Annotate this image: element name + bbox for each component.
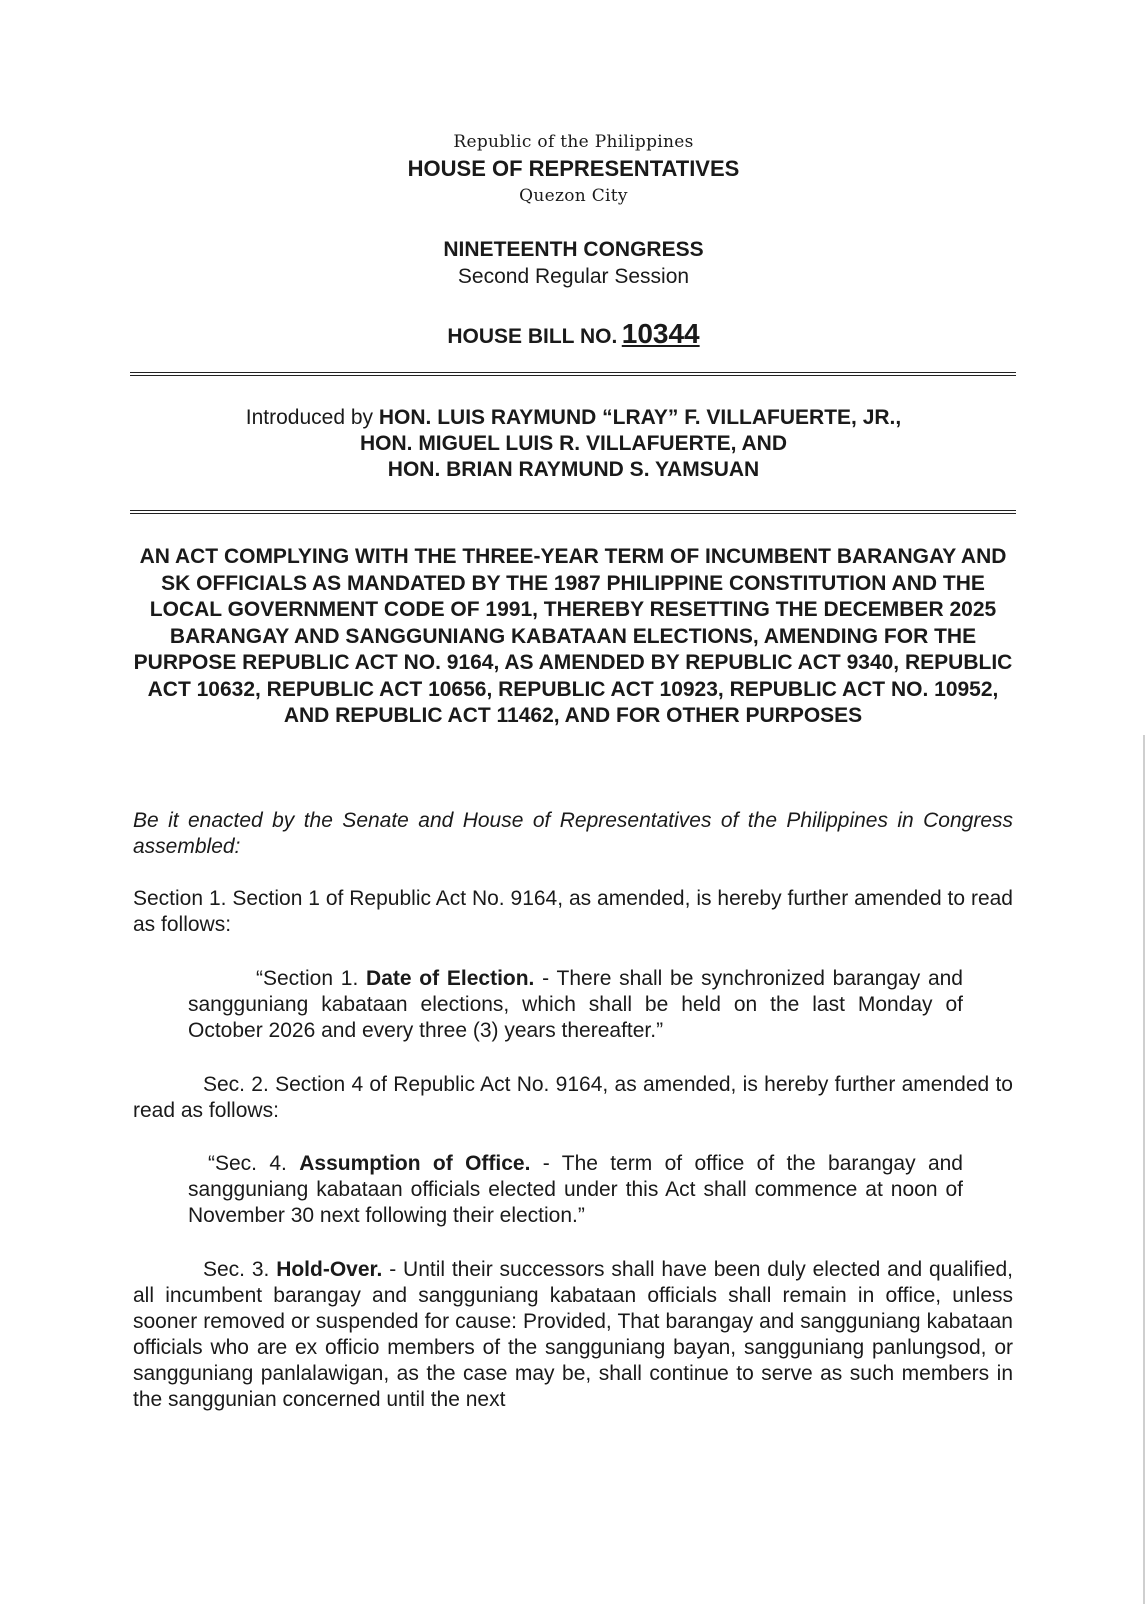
section-1-quote: [188, 966, 963, 1044]
author-1: HON. LUIS RAYMUND “LRAY” F. VILLAFUERTE, JR.,: [378, 406, 902, 429]
enacting-clause: Be it enacted by the Senate and House of Representatives of the Philippines in Congress assembled:: [133, 809, 1013, 858]
section-1-intro: Section 1. Section 1 of Republic Act No. 9164, as amended, is hereby further amended to read as follows:: [133, 887, 1013, 936]
section-2-quote-body: - The term of office of the barangay and sangguniang kabataan officials elected under this Act shall commence at noon of November 30 next following their election.”: [188, 1152, 963, 1227]
authors-line-1: [0, 406, 1147, 430]
section-3-heading: Hold-Over.: [276, 1258, 383, 1281]
session-heading: Second Regular Session: [457, 265, 690, 288]
section-2-quote-heading: Assumption of Office.: [299, 1152, 531, 1175]
divider-top: [130, 372, 1016, 376]
section-2-quote-prefix: “Sec. 4.: [208, 1152, 287, 1175]
section-1-quote-prefix: “Section 1.: [256, 967, 359, 990]
city-heading: Quezon City: [519, 186, 628, 206]
divider-bottom: [130, 510, 1016, 514]
section-1-quote-heading: Date of Election.: [366, 967, 535, 990]
bill-number: 10344: [621, 318, 700, 349]
section-2-quote: [188, 1151, 963, 1229]
section-3: [133, 1257, 1013, 1413]
bill-number-line: [0, 318, 1147, 350]
section-2-intro: Sec. 2. Section 4 of Republic Act No. 9164, as amended, is hereby further amended to read as follows:: [133, 1073, 1013, 1122]
section-3-prefix: Sec. 3.: [203, 1258, 270, 1281]
author-2: HON. MIGUEL LUIS R. VILLAFUERTE, AND: [359, 432, 787, 455]
scan-edge-line: [1143, 735, 1145, 1604]
section-3-body: - Until their successors shall have been duly elected and qualified, all incumbent barangay and sangguniang kabataan officials shall remain in office, unless sooner removed or suspended for cause: Provided, That barangay and sangguniang kabataan officials who are ex officio members of the sangguniang bayan, sangguniang panlungsod, or sangguniang panlalawigan, as the case may be, shall continue to serve as such members in the sanggunian concerned until the next: [133, 1258, 1014, 1411]
republic-heading: Republic of the Philippines: [453, 132, 694, 152]
author-3: HON. BRIAN RAYMUND S. YAMSUAN: [387, 458, 760, 481]
house-heading: HOUSE OF REPRESENTATIVES: [407, 156, 740, 181]
bill-title: AN ACT COMPLYING WITH THE THREE-YEAR TERM OF INCUMBENT BARANGAY AND SK OFFICIALS AS MANDATED BY THE 1987 PHILIPPINE CONSTITUTION AND THE LOCAL GOVERNMENT CODE OF 1991, THEREBY RESETTING THE DECEMBER 2025 BARANGAY AND SANGGUNIANG KABATAAN ELECTIONS, AMENDING FOR THE PURPOSE REPUBLIC ACT NO. 9164, AS AMENDED BY REPUBLIC ACT 9340, REPUBLIC ACT 10632, REPUBLIC ACT 10656, REPUBLIC ACT 10923, REPUBLIC ACT NO. 10952, AND REPUBLIC ACT 11462, AND FOR OTHER PURPOSES: [133, 545, 1013, 727]
congress-heading: NINETEENTH CONGRESS: [443, 238, 704, 261]
section-1-quote-body: - There shall be synchronized barangay and sangguniang kabataan elections, which shall be held on the last Monday of October 2026 and every three (3) years thereafter.”: [188, 967, 963, 1042]
introduced-by-label: Introduced by: [245, 406, 374, 429]
bill-label: HOUSE BILL NO.: [447, 325, 618, 348]
